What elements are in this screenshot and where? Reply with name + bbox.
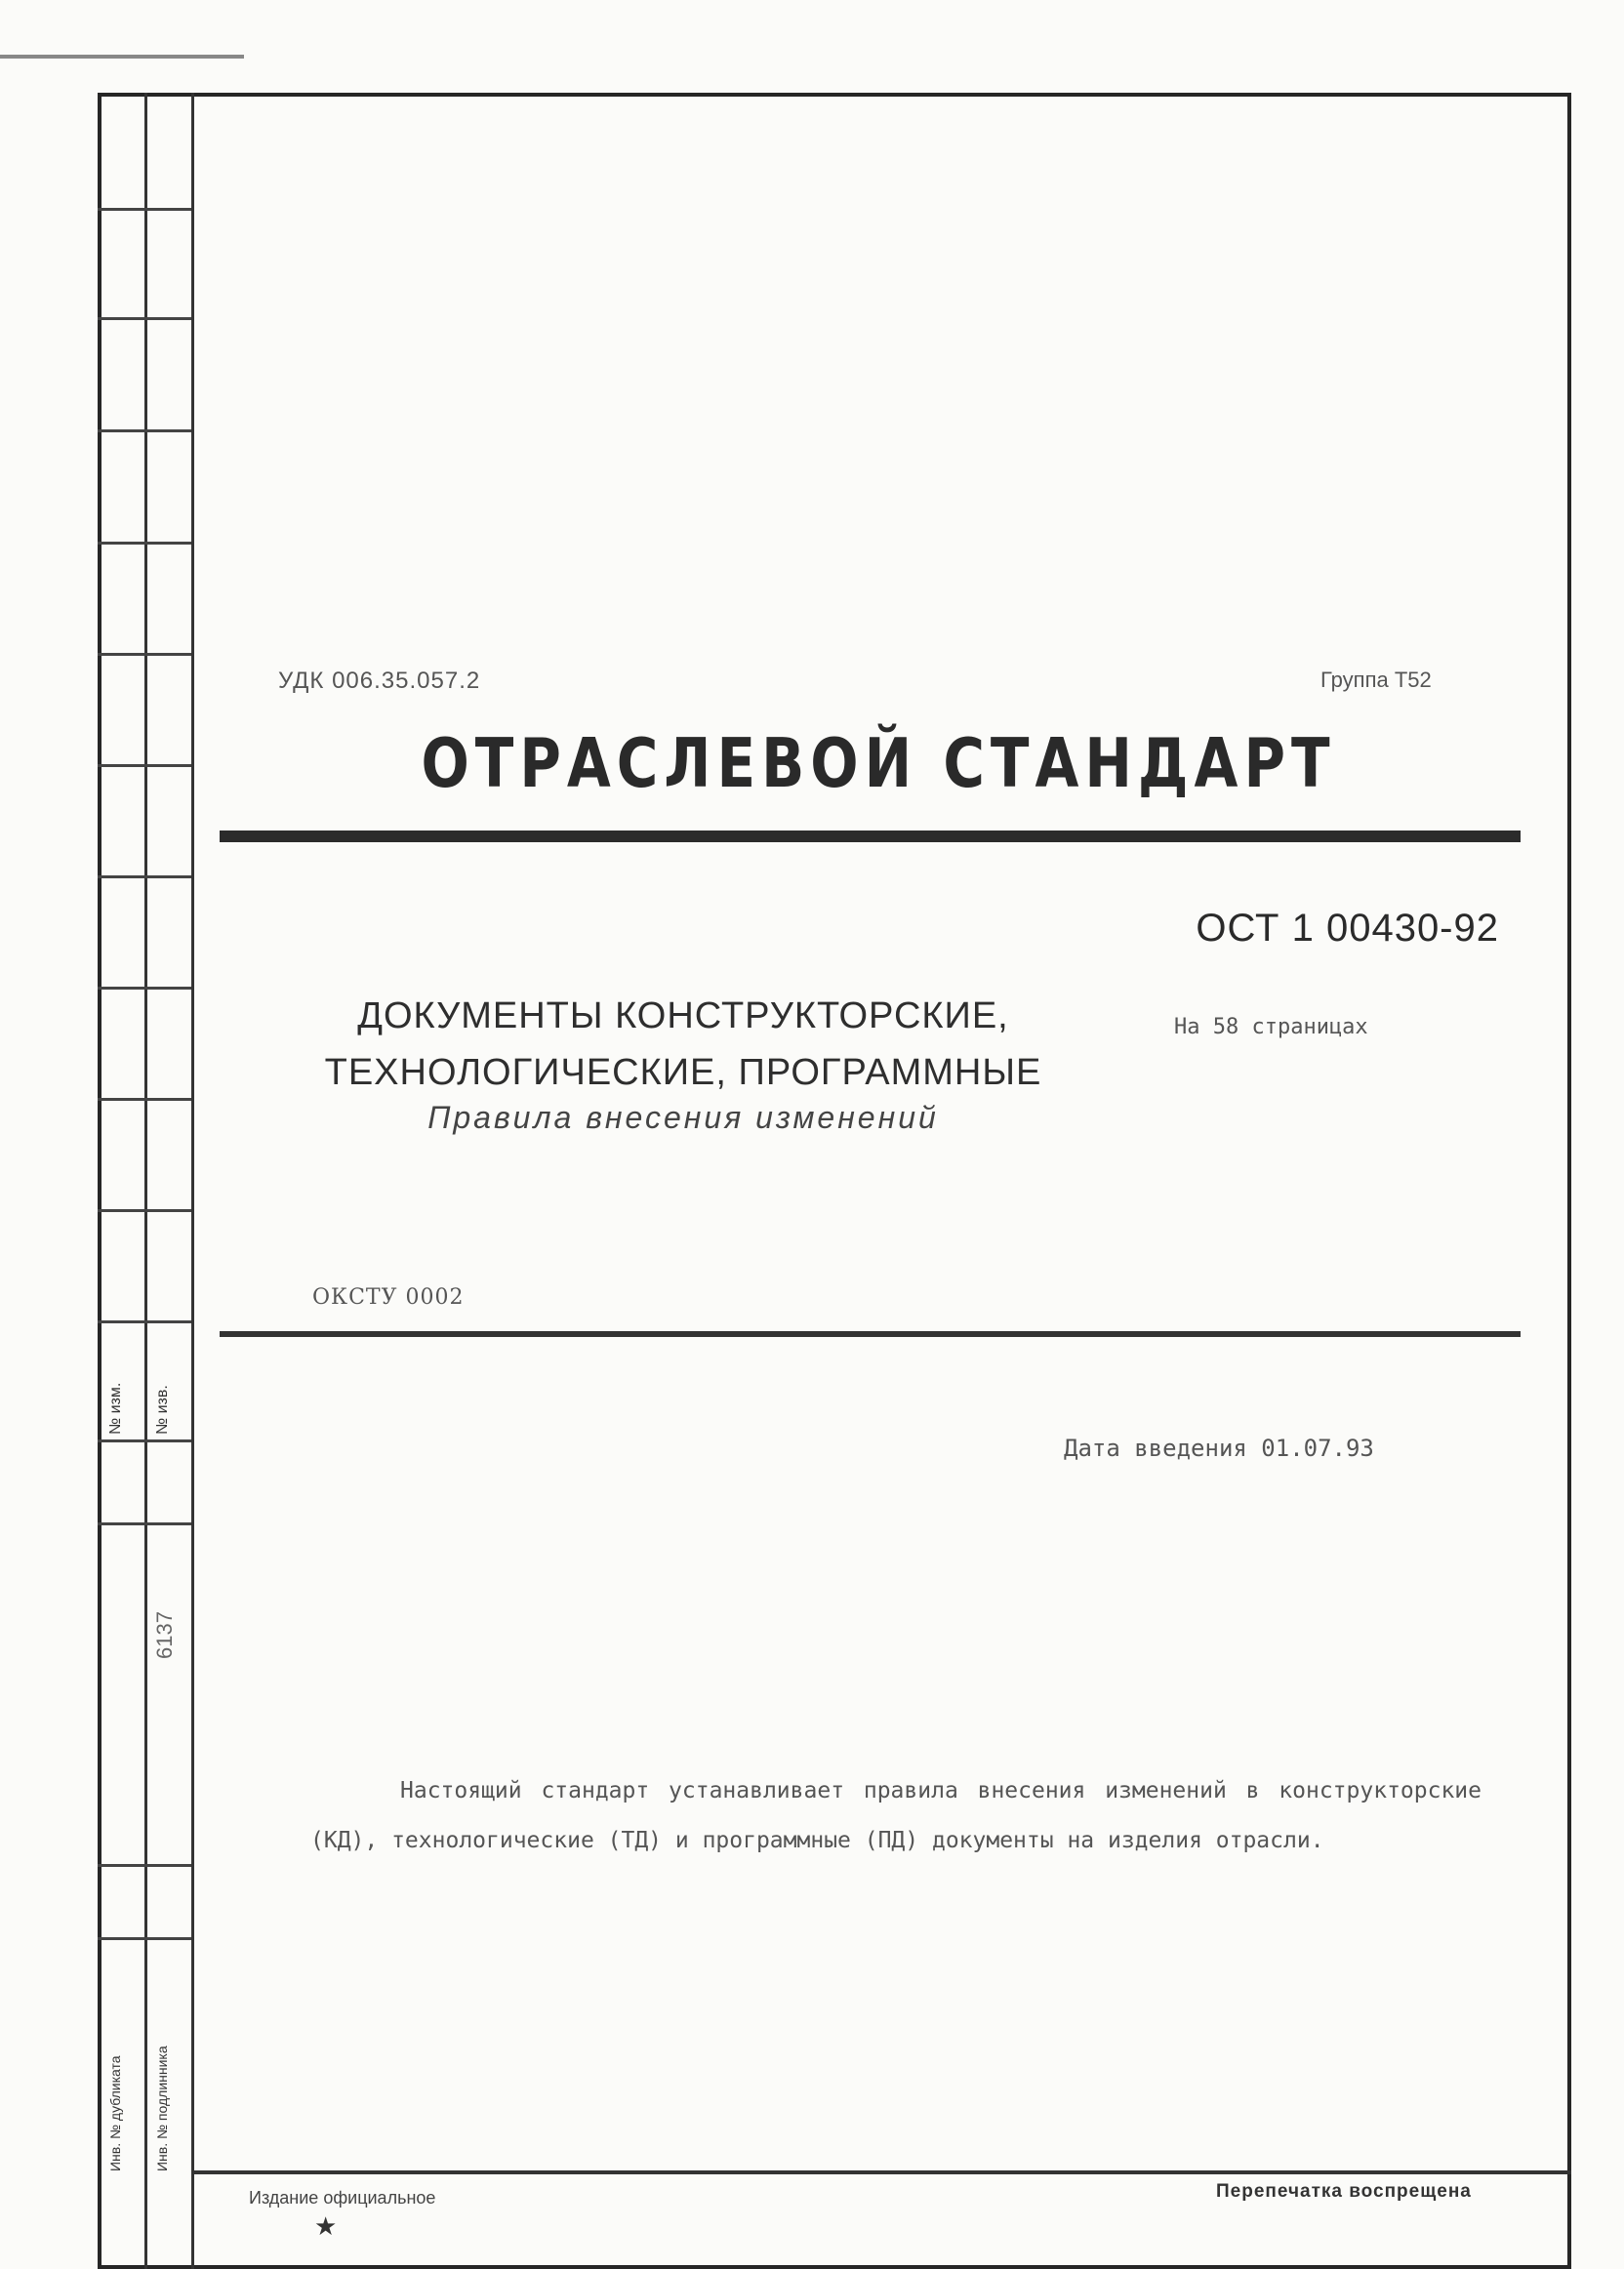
heading-rule — [220, 831, 1521, 842]
scan-edge-mark — [0, 55, 244, 59]
margin-cell-divider — [98, 317, 191, 320]
margin-column-2 — [144, 93, 194, 2269]
group-code: Группа Т52 — [1320, 668, 1432, 692]
margin-column-1 — [98, 93, 147, 2269]
document-title-line1: ДОКУМЕНТЫ КОНСТРУКТОРСКИЕ, — [357, 995, 1009, 1036]
reprint-prohibited-label: Перепечатка воспрещена — [1216, 2181, 1472, 2202]
official-edition-label: Издание официальное — [249, 2188, 436, 2208]
scope-paragraph: Настоящий стандарт устанавливает правила внесения изменений в конструкторские (КД), технологические (ТД) и программные (ПД) документы на изделия отрасли. — [310, 1778, 1482, 1853]
document-title-line2: ТЕХНОЛОГИЧЕСКИЕ, ПРОГРАММНЫЕ — [324, 1052, 1042, 1093]
margin-cell-divider — [98, 653, 191, 656]
margin-cell-divider — [98, 208, 191, 211]
original-inventory-label: Инв. № подлинника — [154, 2046, 170, 2171]
udk-code: УДК 006.35.057.2 — [278, 668, 481, 694]
margin-cell-divider — [98, 1864, 191, 1867]
margin-cell-divider — [98, 1937, 191, 1940]
effective-date: Дата введения 01.07.93 — [1064, 1435, 1374, 1462]
margin-cell-divider — [98, 1320, 191, 1323]
margin-cell-divider — [98, 875, 191, 878]
duplicate-inventory-label: Инв. № дубликата — [107, 2055, 123, 2171]
standard-designation: ОСТ 1 00430-92 — [1196, 907, 1499, 950]
standard-type-heading: ОТРАСЛЕВОЙ СТАНДАРТ — [421, 723, 1336, 803]
page-count: На 58 страницах — [1174, 1015, 1368, 1039]
okstu-code: ОКСТУ 0002 — [312, 1285, 465, 1310]
document-title — [273, 988, 1093, 1101]
margin-cell-divider — [98, 429, 191, 432]
margin-cell-divider — [98, 1522, 191, 1525]
footer-rule — [191, 2170, 1571, 2174]
document-subtitle: Правила внесения изменений — [427, 1100, 939, 1135]
margin-cell-divider — [98, 542, 191, 545]
margin-cell-divider — [98, 764, 191, 767]
section-rule — [220, 1331, 1521, 1337]
change-number-label: № изм. — [107, 1382, 124, 1435]
margin-cell-divider — [98, 987, 191, 990]
margin-number: 6137 — [152, 1611, 177, 1659]
margin-cell-divider — [98, 1439, 191, 1442]
document-frame — [98, 93, 1571, 2269]
margin-cell-divider — [98, 1098, 191, 1101]
margin-cell-divider — [98, 1209, 191, 1212]
star-icon: ★ — [314, 2211, 338, 2241]
notice-number-label: № изв. — [154, 1385, 171, 1435]
